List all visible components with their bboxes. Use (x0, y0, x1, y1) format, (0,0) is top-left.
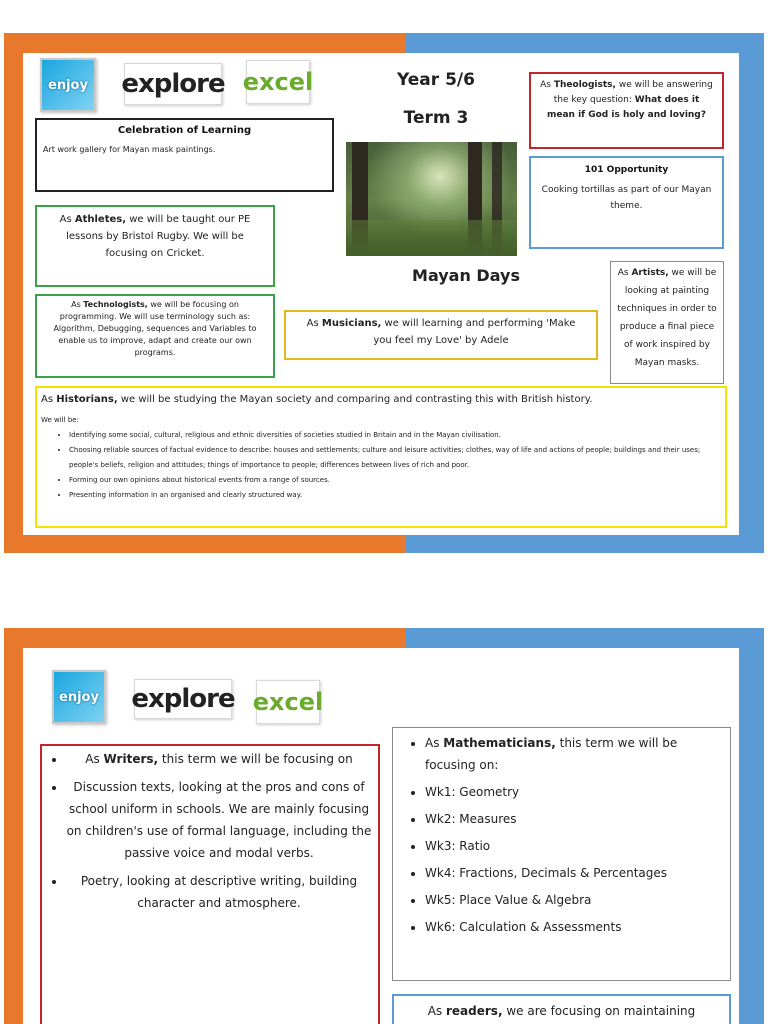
list-item: • Wk1: Geometry (425, 781, 724, 803)
list-item (66, 748, 372, 770)
artists-text: we will be looking at painting techniques in order to produce a final piece of work inspired by Mayan masks. (617, 268, 717, 368)
celebration-box (35, 118, 334, 192)
excel-logo-text: excel (242, 68, 314, 96)
readers-pre: As (427, 1004, 443, 1018)
musicians-text: we will learning and performing 'Make you feel my Love' by Adele (373, 318, 576, 346)
theologists-question: What does it mean if God is holy and loving? (547, 95, 706, 120)
explore-logo-text: explore (121, 69, 225, 99)
excel-logo (242, 60, 314, 104)
forest-photo (346, 142, 517, 256)
writers-list (48, 748, 372, 914)
readers-role: readers, (446, 1004, 503, 1018)
list-item: • Wk5: Place Value & Algebra (425, 889, 724, 911)
theologists-role: Theologists, (553, 80, 616, 90)
opportunity-box (529, 156, 724, 249)
writers-role: Writers, (103, 752, 159, 766)
explore-logo (131, 679, 235, 719)
historians-box (35, 386, 727, 528)
explore-logo (121, 63, 225, 105)
musicians-box (284, 310, 598, 360)
mathematicians-list (399, 732, 724, 938)
enjoy-logo-text: enjoy (48, 77, 88, 93)
technologists-role: Technologists, (83, 300, 148, 309)
writers-pre: As (85, 752, 100, 766)
historians-list (41, 428, 721, 503)
list-item: • Wk3: Ratio (425, 835, 724, 857)
list-item: • Forming our own opinions about historical events from a range of sources. (69, 473, 721, 488)
excel-logo-text: excel (252, 688, 324, 716)
list-item: • Identifying some social, cultural, religious and ethnic diversities of societies studied in Britain and in the Mayan civilisation. (69, 428, 721, 443)
topic-title: Mayan Days (412, 266, 520, 285)
explore-logo-text: explore (131, 684, 235, 714)
forest-floor (346, 220, 517, 256)
list-item: • Choosing reliable sources of factual evidence to describe: houses and settlements; culture and leisure activities; clothes, way of life and actions of people; buildings and their uses; people's beliefs, religion and attitudes; things of importance to people; differences between lives of rich and poor. (69, 443, 721, 473)
artists-box (610, 261, 724, 384)
list-item: • Wk2: Measures (425, 808, 724, 830)
athletes-role: Athletes, (74, 214, 127, 225)
athletes-text: we will be taught our PE lessons by Bristol Rugby. We will be focusing on Cricket. (66, 214, 251, 259)
historians-heading (41, 392, 721, 408)
historians-role: Historians, (56, 394, 118, 405)
historians-pre: As (41, 394, 54, 405)
readers-box (392, 994, 731, 1024)
theologists-pre: As (540, 80, 551, 90)
athletes-box (35, 205, 275, 287)
celebration-text: Art work gallery for Mayan mask paintings. (43, 145, 216, 154)
list-item (425, 732, 724, 776)
year-title: Year 5/6 (397, 70, 475, 90)
athletes-pre: As (59, 214, 72, 225)
opportunity-text: Cooking tortillas as part of our Mayan theme. (541, 185, 712, 211)
readers-text: we are focusing on maintaining (506, 1004, 696, 1018)
technologists-pre: As (71, 300, 81, 309)
musicians-role: Musicians, (321, 318, 382, 329)
writers-box (40, 744, 380, 1024)
historians-intro: We will be: (41, 416, 79, 424)
historians-text: we will be studying the Mayan society and comparing and contrasting this with British history. (120, 394, 593, 405)
enjoy-logo (52, 670, 106, 724)
technologists-text: we will be focusing on programming. We will use terminology such as: Algorithm, Debugging, sequences and Variables to enable us to improve, adapt and create our own programs. (53, 300, 257, 357)
celebration-title: Celebration of Learning (117, 125, 252, 136)
mathematicians-box (392, 727, 731, 981)
list-item: • Discussion texts, looking at the pros and cons of school uniform in schools. We are mainly focusing on children's use of formal language, including the passive voice and modal verbs. (66, 776, 372, 864)
list-item: • Presenting information in an organised and clearly structured way. (69, 488, 721, 503)
musicians-pre: As (306, 318, 319, 329)
list-item: • Wk4: Fractions, Decimals & Percentages (425, 862, 724, 884)
mathematicians-text: this term we will be focusing on: (425, 736, 678, 772)
theologists-box (529, 72, 724, 149)
excel-logo (252, 680, 324, 724)
mathematicians-role: Mathematicians, (443, 736, 556, 750)
term-title: Term 3 (403, 108, 469, 128)
theologists-text: we will be answering the key question: (553, 80, 713, 105)
artists-role: Artists, (631, 268, 669, 278)
technologists-box (35, 294, 275, 378)
list-item: • Poetry, looking at descriptive writing, building character and atmosphere. (66, 870, 372, 914)
enjoy-logo-text: enjoy (59, 689, 99, 705)
enjoy-logo (40, 58, 96, 112)
artists-pre: As (617, 268, 629, 278)
list-item: • Wk6: Calculation & Assessments (425, 916, 724, 938)
mathematicians-pre: As (425, 736, 440, 750)
writers-text: this term we will be focusing on (161, 752, 353, 766)
opportunity-title: 101 Opportunity (584, 165, 669, 175)
